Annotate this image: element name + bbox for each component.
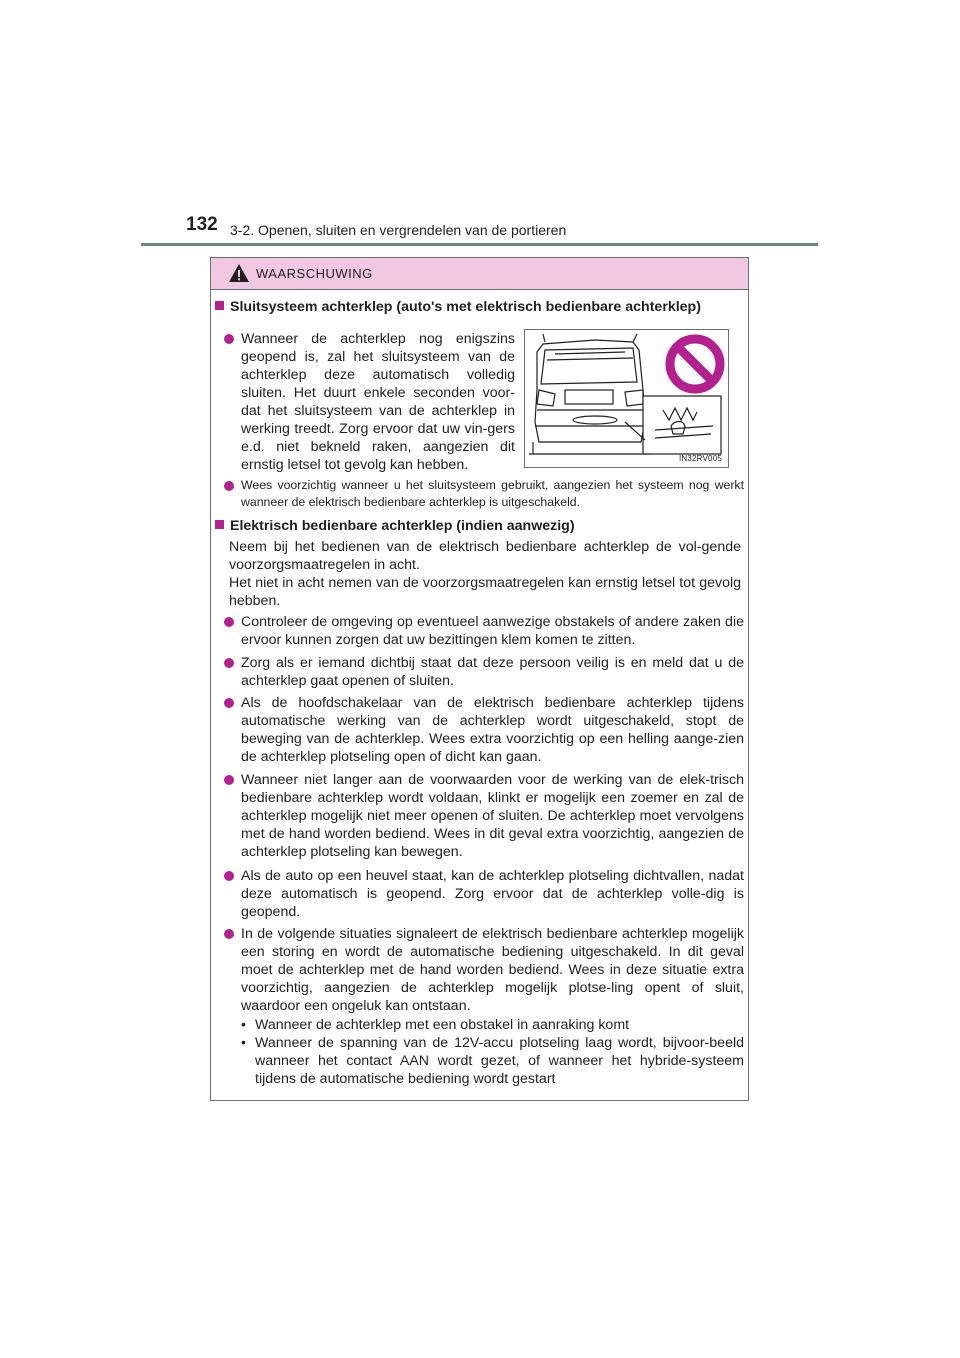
bullet-dot-icon: [224, 481, 234, 491]
bullet-dot-icon: [224, 698, 234, 708]
car-rear-image: [525, 330, 728, 467]
section-title-power-door: Elektrisch bedienbare achterklep (indien aanwezig): [215, 518, 575, 534]
figure-code: IN32RV005: [678, 454, 722, 463]
intro-paragraph: Het niet in acht nemen van de voorzorgsmaatregelen kan ernstig letsel tot gevolg hebben.: [229, 575, 741, 609]
list-item: Als de auto op een heuvel staat, kan de achterklep plotseling dichtvallen, nadat deze automatisch is geopend. Zorg ervoor dat de achterklep volle-dig is geopend.: [224, 867, 744, 921]
list-item: Wees voorzichtig wanneer u het sluitsysteem gebruikt, aangezien het systeem nog werkt wanneer de elektrisch bedienbare achterklep is uitgeschakeld.: [224, 477, 744, 511]
square-bullet-icon: [215, 520, 224, 529]
header-divider: [141, 243, 818, 246]
list-item: Wanneer de achterklep nog enigszins geopend is, zal het sluitsysteem van de achterklep deze automatisch volledig sluiten. Het duurt enkele seconden voor-dat het sluitsysteem van de achterklep in werking treedt. Zorg ervoor dat uw vin-gers e.d. niet bekneld raken, aangezien dit ernstig letsel tot gevolg kan hebben.: [224, 330, 515, 474]
bullet-dot-icon: [224, 929, 234, 939]
warning-header: [211, 258, 748, 290]
sub-list-item: • Wanneer de spanning van de 12V-accu plotseling laag wordt, bijvoor-beeld wanneer het contact AAN wordt gezet, of wanneer het hybride-systeem tijdens de automatische bediening wordt gestart: [241, 1035, 744, 1087]
bullet-dot-icon: [224, 658, 234, 668]
warning-label: WAARSCHUWING: [256, 266, 373, 281]
square-bullet-icon: [215, 301, 224, 310]
chapter-title: 3-2. Openen, sluiten en vergrendelen van de portieren: [230, 222, 567, 238]
page-number: 132: [186, 214, 218, 235]
list-item: Wanneer niet langer aan de voorwaarden voor de werking van de elek-trisch bedienbare achterklep wordt voldaan, klinkt er mogelijk een zoemer en zal de achterklep mogelijk niet meer openen of sluiten. De achterklep moet vervolgens met de hand worden bediend. Wees in dit geval extra voorzichtig, aangezien de achterklep plotseling kan bewegen.: [224, 771, 744, 861]
warning-triangle-icon: [228, 263, 250, 283]
bullet-dot-icon: [224, 775, 234, 785]
section-title-closer: Sluitsysteem achterklep (auto's met elektrisch bedienbare achterklep): [215, 299, 701, 315]
bullet-dot-icon: [224, 871, 234, 881]
intro-paragraph: Neem bij het bedienen van de elektrisch bedienbare achterklep de vol-gende voorzorgsmaatregelen in acht.: [229, 539, 741, 573]
list-item: In de volgende situaties signaleert de elektrisch bedienbare achterklep mogelijk een storing en wordt de automatische bediening uitgeschakeld. In dit geval moet de achterklep met de hand worden bediend. Wees in deze situatie extra voorzichtig, aangezien de achterklep mogelijk plotse-ling opent of sluit, waardoor een ongeluk kan ontstaan.: [224, 925, 744, 1015]
warning-box: [210, 257, 749, 1101]
bullet-dot-icon: [224, 617, 234, 627]
tailgate-illustration: [524, 329, 729, 468]
list-item: Controleer de omgeving op eventueel aanwezige obstakels of andere zaken die ervoor kunnen zorgen dat uw bezittingen klem komen te zitten.: [224, 613, 744, 649]
bullet-dot-icon: [224, 334, 234, 344]
sub-list-item: • Wanneer de achterklep met een obstakel in aanraking komt: [241, 1017, 630, 1033]
list-item: Zorg als er iemand dichtbij staat dat deze persoon veilig is en meld dat u de achterklep gaat openen of sluiten.: [224, 654, 744, 690]
list-item: Als de hoofdschakelaar van de elektrisch bedienbare achterklep tijdens automatische werking van de achterklep wordt uitgeschakeld, stopt de beweging van de achterklep. Wees extra voorzichtig op een helling aange-zien de achterklep plotseling open of dicht kan gaan.: [224, 694, 744, 766]
